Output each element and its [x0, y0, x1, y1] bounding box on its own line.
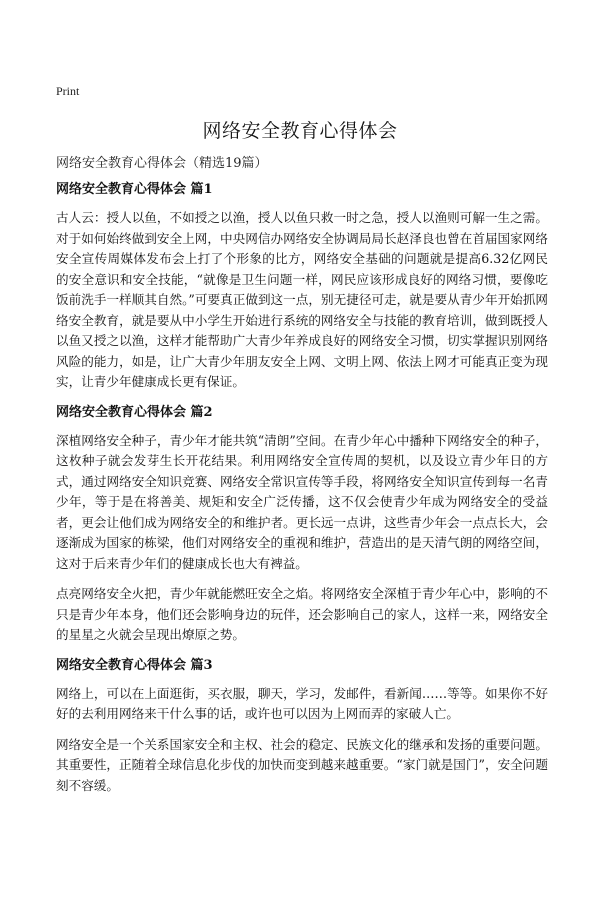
document-subtitle: 网络安全教育心得体会（精选19篇） [56, 156, 268, 171]
article-body [56, 180, 548, 806]
section-2 [56, 403, 548, 646]
paragraph: 深植网络安全种子，青少年才能共筑“清朗”空间。在青少年心中播种下网络安全的种子，这枚种子就会发芽生长开花结果。利用网络安全宣传周的契机，以及设立青少年日的方式，通过网络安全知识竞赛、网络安全常识宣传等手段，将网络安全知识宣传到每一名青少年，等于是在将善美、规矩和安全广泛传播，这不仅会使青少年成为网络安全的受益者，更会让他们成为网络安全的和维护者。更长远一点讲，这些青少年会一点点长大，会逐渐成为国家的栋梁，他们对网络安全的重视和维护，营造出的是天清气朗的网络空间，这对于后来青少年们的健康成长也大有裨益。 [56, 432, 548, 571]
page-title: 网络安全教育心得体会 [202, 120, 398, 142]
section-3 [56, 656, 548, 797]
paragraph: 古人云：授人以鱼，不如授之以渔，授人以鱼只救一时之急，授人以渔则可解一生之需。对于如何始终做到安全上网，中央网信办网络安全协调局局长赵泽良也曾在首届国家网络安全宣传周媒体发布会上打了个形象的比方，网络安全基础的问题就是提高6.32亿网民的安全意识和安全技能，“就像是卫生问题一样，网民应该形成良好的网络习惯，要像吃饭前洗手一样顺其自然。”可要真正做到这一点，别无捷径可走，就是要从青少年开始抓网络安全教育，就是要从中小学生开始进行系统的网络安全与技能的教育培训，做到既授人以鱼又授之以渔，这样才能帮助广大青少年养成良好的网络安全习惯，切实掌握识别网络风险的能力，如是，让广大青少年朋友安全上网、文明上网、依法上网才可能真正变为现实，让青少年健康成长更有保证。 [56, 210, 548, 389]
paragraph: 网络安全是一个关系国家安全和主权、社会的稳定、民族文化的继承和发扬的重要问题。其重要性，正随着全球信息化步伐的加快而变到越来越重要。“家门就是国门”，安全问题刻不容缓。 [56, 736, 548, 793]
section-heading: 网络安全教育心得体会 篇2 [56, 404, 213, 420]
section-heading: 网络安全教育心得体会 篇1 [56, 182, 213, 197]
paragraph: 点亮网络安全火把，青少年就能燃旺安全之焰。将网络安全深植于青少年心中，影响的不只是青少年本身，他们还会影响身边的玩伴，还会影响自己的家人，这样一来，网络安全的星星之火就会呈现出燎原之势。 [56, 586, 548, 642]
print-label: Print [56, 84, 80, 98]
paragraph: 网络上，可以在上面逛街，买衣服，聊天，学习，发邮件，看新闻……等等。如果你不好好的去利用网络来干什么事的话，或许也可以因为上网而弄的家破人亡。 [56, 685, 548, 721]
section-heading: 网络安全教育心得体会 篇3 [56, 657, 213, 673]
section-1 [56, 180, 548, 393]
